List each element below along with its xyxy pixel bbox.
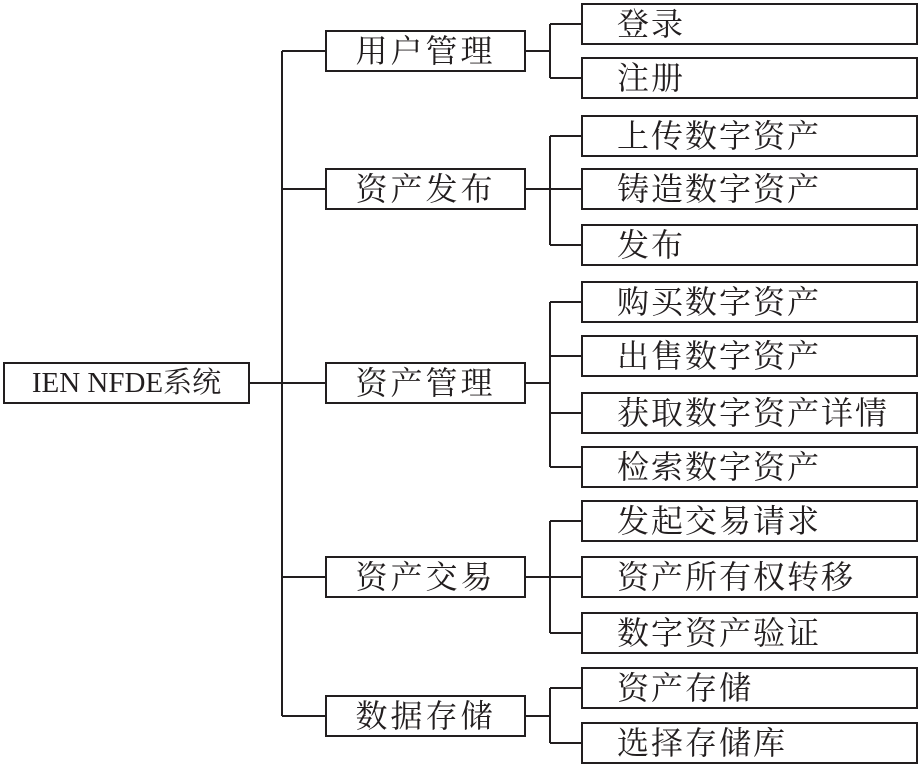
- leaf-upload-asset: 上传数字资产: [581, 115, 918, 157]
- leaf-mint-asset: 铸造数字资产: [581, 168, 918, 210]
- branch-asset-management: 资产管理: [325, 362, 526, 404]
- branch-asset-trade: 资产交易: [325, 556, 526, 598]
- leaf-asset-verify: 数字资产验证: [581, 612, 918, 654]
- leaf-login: 登录: [581, 3, 918, 45]
- branch-asset-publish: 资产发布: [325, 168, 526, 210]
- leaf-asset-storage: 资产存储: [581, 667, 918, 709]
- leaf-sell-asset: 出售数字资产: [581, 335, 918, 377]
- leaf-ownership-transfer: 资产所有权转移: [581, 556, 918, 598]
- leaf-asset-details: 获取数字资产详情: [581, 392, 918, 434]
- leaf-search-asset: 检索数字资产: [581, 446, 918, 488]
- leaf-initiate-trade: 发起交易请求: [581, 500, 918, 542]
- leaf-select-repository: 选择存储库: [581, 722, 918, 764]
- leaf-register: 注册: [581, 57, 918, 99]
- branch-data-storage: 数据存储: [325, 695, 526, 737]
- branch-user-management: 用户管理: [325, 30, 526, 72]
- leaf-buy-asset: 购买数字资产: [581, 281, 918, 323]
- leaf-publish: 发布: [581, 224, 918, 266]
- node-root: IEN NFDE系统: [3, 362, 250, 404]
